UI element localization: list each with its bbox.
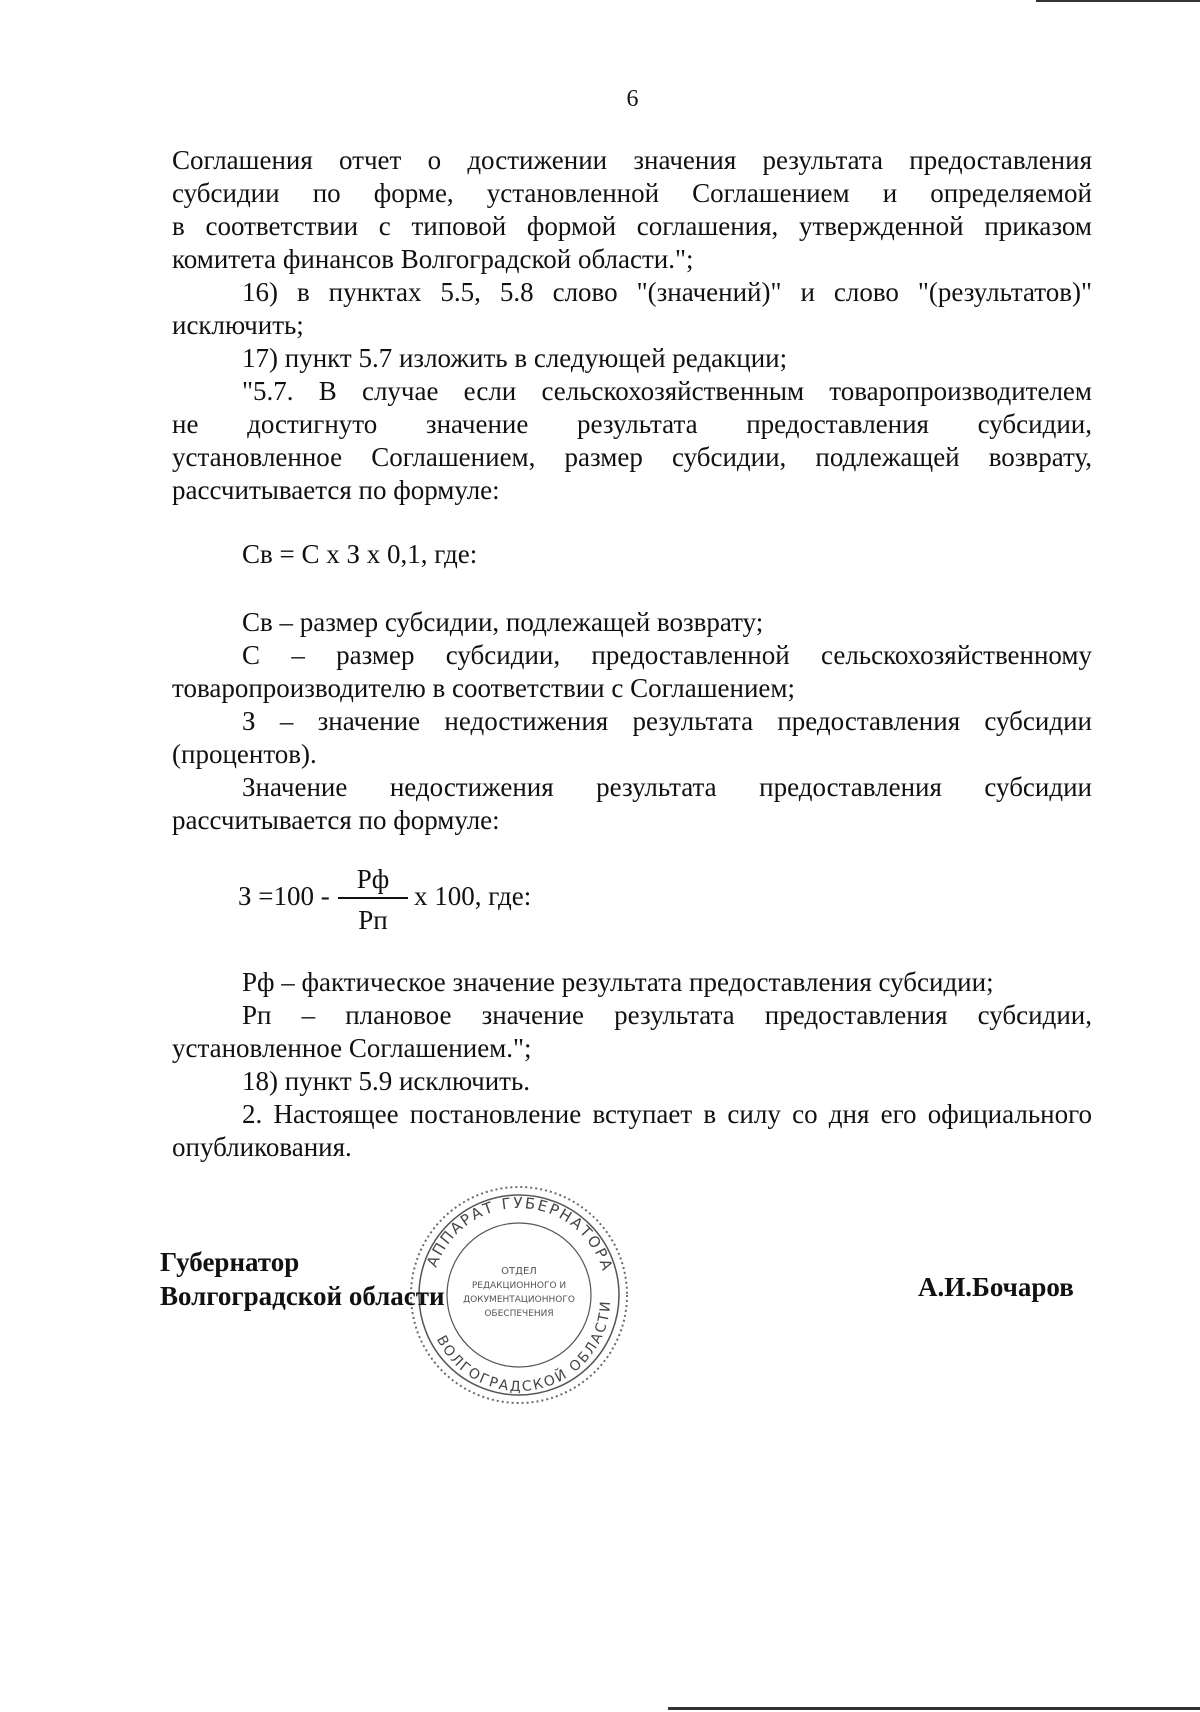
signature-position-line: Губернатор <box>160 1247 300 1277</box>
svg-text:РЕДАКЦИОННОГО И: РЕДАКЦИОННОГО И <box>471 1281 567 1291</box>
svg-text:АППАРАТ ГУБЕРНАТОРА: АППАРАТ ГУБЕРНАТОРА <box>423 1193 617 1275</box>
item-2-line: опубликования. <box>172 1132 352 1162</box>
formula-2-numerator: Рф <box>356 864 390 894</box>
formula-2-denominator: Рп <box>358 905 388 935</box>
definition-z-line: (процентов). <box>172 739 317 769</box>
item-16-line: исключить; <box>172 310 304 340</box>
definition-c-line: товаропроизводителю в соответствии с Соглашением; <box>172 673 795 703</box>
paragraph-line: субсидии по форме, установленной Соглашением и определяемой <box>172 178 1092 208</box>
clause-5-7-line: "5.7. В случае если сельскохозяйственным товаропроизводителем <box>242 376 1092 406</box>
definition-rp-line: установленное Соглашением."; <box>172 1033 532 1063</box>
scan-edge-line-bottom <box>668 1707 1200 1710</box>
definition-z-line: З – значение недостижения результата предоставления субсидии <box>242 706 1092 736</box>
formula-2-left: З =100 - <box>238 881 330 911</box>
definition-rp-line: Рп – плановое значение результата предоставления субсидии, <box>242 1000 1092 1030</box>
svg-text:ОТДЕЛ: ОТДЕЛ <box>501 1266 537 1277</box>
paragraph-line: в соответствии с типовой формой соглашения, утвержденной приказом <box>172 211 1092 241</box>
signatory-name: А.И.Бочаров <box>918 1272 1074 1302</box>
formula-2-fraction <box>338 864 408 935</box>
definition-sv: Св – размер субсидии, подлежащей возврату; <box>242 607 764 637</box>
clause-5-7-line: установленное Соглашением, размер субсидии, подлежащей возврату, <box>172 442 1092 472</box>
definition-rf: Рф – фактическое значение результата предоставления субсидии; <box>242 967 994 997</box>
paragraph-line: Соглашения отчет о достижении значения результата предоставления <box>172 145 1092 175</box>
svg-text:ОБЕСПЕЧЕНИЯ: ОБЕСПЕЧЕНИЯ <box>484 1309 554 1319</box>
z-intro-line: рассчитывается по формуле: <box>172 805 500 835</box>
scan-edge-line-top <box>1036 0 1200 2</box>
svg-text:ДОКУМЕНТАЦИОННОГО: ДОКУМЕНТАЦИОННОГО <box>463 1295 575 1305</box>
item-16-line: 16) в пунктах 5.5, 5.8 слово "(значений)" и слово "(результатов)" <box>242 277 1092 307</box>
formula-2-right: х 100, где: <box>414 881 532 911</box>
item-17: 17) пункт 5.7 изложить в следующей редакции; <box>242 343 788 373</box>
clause-5-7-line: рассчитывается по формуле: <box>172 475 500 505</box>
clause-5-7-line: не достигнуто значение результата предоставления субсидии, <box>172 409 1092 439</box>
svg-text:ВОЛГОГРАДСКОЙ ОБЛАСТИ: ВОЛГОГРАДСКОЙ ОБЛАСТИ <box>432 1299 615 1396</box>
formula-1: Св = С х З х 0,1, где: <box>242 539 478 569</box>
definition-c-line: С – размер субсидии, предоставленной сельскохозяйственному <box>242 640 1092 670</box>
item-18: 18) пункт 5.9 исключить. <box>242 1066 531 1096</box>
signature-position-line: Волгоградской области <box>160 1281 445 1311</box>
paragraph-line: комитета финансов Волгоградской области."; <box>172 244 694 274</box>
fraction-bar <box>338 897 408 899</box>
item-2-line: 2. Настоящее постановление вступает в силу со дня его официального <box>242 1099 1092 1129</box>
z-intro-line: Значение недостижения результата предоставления субсидии <box>242 772 1092 802</box>
page-number: 6 <box>626 86 639 112</box>
